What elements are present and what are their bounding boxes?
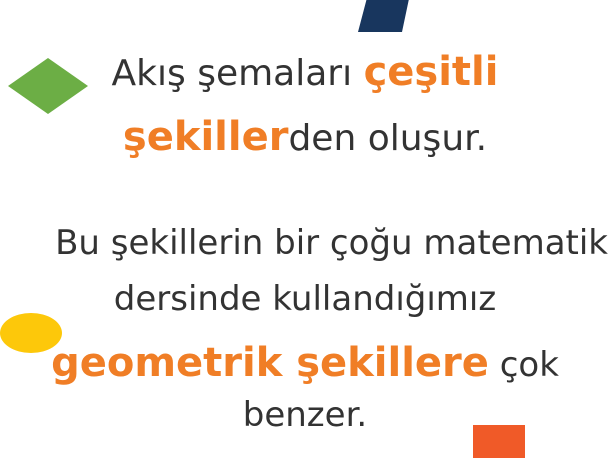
paragraph1-line2-plain: den oluşur. (288, 118, 488, 159)
paragraph1-line1 (0, 49, 610, 95)
paragraph1-line2-highlight: şekiller (122, 114, 289, 160)
paragraph2-line2: dersinde kullandığımız (113, 279, 497, 319)
paragraph1-line1-highlight: çeşitli (363, 49, 499, 95)
paragraph2-line3-plain: çok (488, 345, 559, 385)
paragraph1-line1-plain: Akış şemaları (111, 53, 364, 94)
paragraph2-line1: Bu şekillerin bir çoğu matematik (55, 223, 608, 263)
paragraph1-line2 (0, 114, 610, 160)
navy-parallelogram (358, 0, 410, 32)
paragraph2-line3 (0, 340, 610, 386)
paragraph2-line3-highlight: geometrik şekillere (51, 340, 489, 386)
paragraph2-line4: benzer. (242, 395, 368, 435)
navy-parallelogram-shape (358, 0, 410, 32)
